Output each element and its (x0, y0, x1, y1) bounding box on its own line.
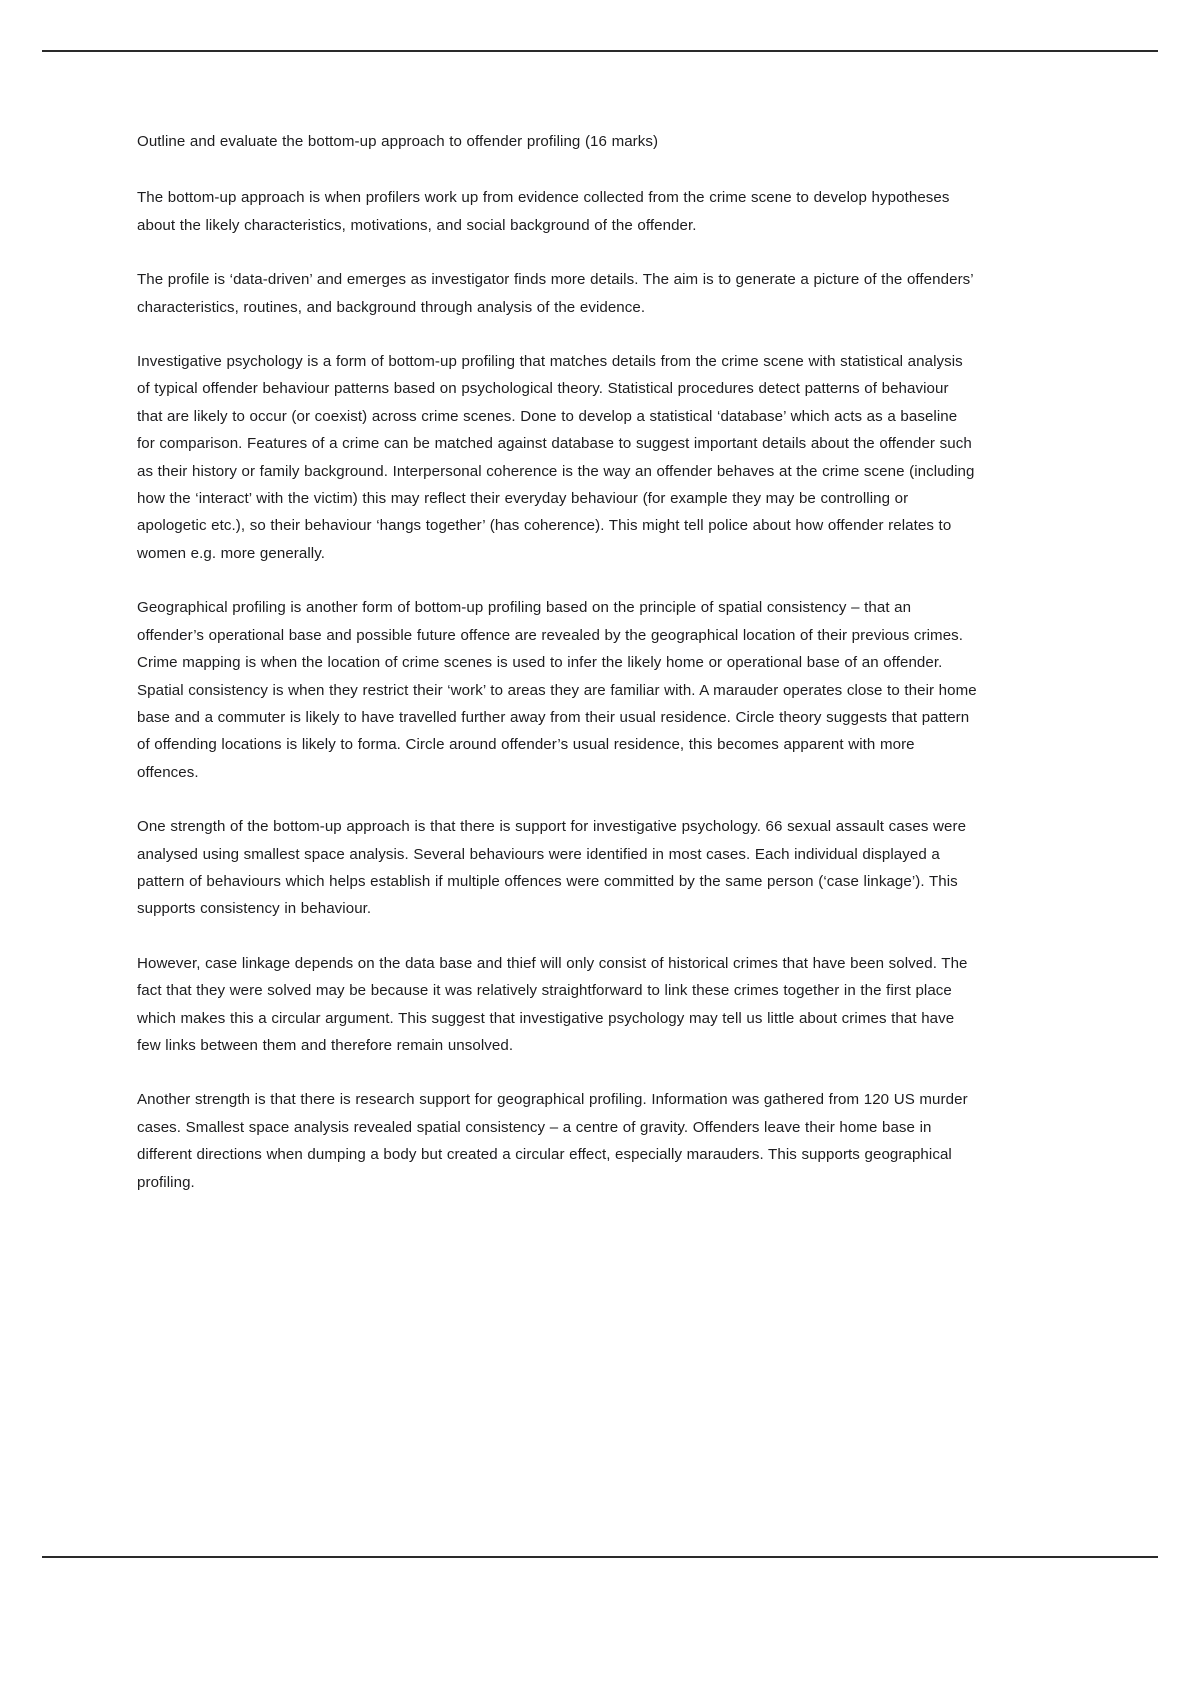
paragraph-strength-geographical-profiling: Another strength is that there is research support for geographical profiling. Information was gathered from 120 US murder cases. Smallest space analysis revealed spatial consistency – a centre of gravity. Offenders leave their home base in different directions when dumping a body but created a circular effect, especially marauders. This supports geographical profiling. (137, 1091, 968, 1191)
paragraph-bottom-up-definition: The bottom-up approach is when profilers work up from evidence collected from the crime scene to develop hypotheses about the likely characteristics, motivations, and social background of the offender. (137, 189, 950, 234)
paragraph-geographical-profiling: Geographical profiling is another form of bottom-up profiling based on the principle of spatial consistency – that an offender’s operational base and possible future offence are revealed by the geographical location of their previous crimes. Crime mapping is when the location of crime scenes is used to infer the likely home or operational base of an offender. Spatial consistency is when they restrict their ‘work’ to areas they are familiar with. A marauder operates close to their home base and a commuter is likely to have travelled further away from their usual residence. Circle theory suggests that pattern of offending locations is likely to forma. Circle around offender’s usual residence, this becomes apparent with more offences. (137, 599, 977, 781)
footer-divider-rule (42, 1556, 1158, 1558)
document-body (137, 128, 977, 1196)
paragraph-limitation-case-linkage: However, case linkage depends on the data base and thief will only consist of historical crimes that have been solved. The fact that they were solved may be because it was relatively straightforward to link these crimes together in the first place which makes this a circular argument. This suggest that investigative psychology may tell us little about crimes that have few links between them and therefore remain unsolved. (137, 954, 968, 1054)
paragraph-strength-investigative-psychology: One strength of the bottom-up approach is that there is support for investigative psychology. 66 sexual assault cases were analysed using smallest space analysis. Several behaviours were identified in most cases. Each individual displayed a pattern of behaviours which helps establish if multiple offences were committed by the same person (‘case linkage’). This supports consistency in behaviour. (137, 818, 967, 918)
paragraph-data-driven-profile: The profile is ‘data-driven’ and emerges as investigator finds more details. The aim is to generate a picture of the offenders’ characteristics, routines, and background through analysis of the evidence. (137, 271, 974, 316)
paragraph-investigative-psychology: Investigative psychology is a form of bottom-up profiling that matches details from the crime scene with statistical analysis of typical offender behaviour patterns based on psychological theory. Statistical procedures detect patterns of behaviour that are likely to occur (or coexist) across crime scenes. Done to develop a statistical ‘database’ which acts as a baseline for comparison. Features of a crime can be matched against database to suggest important details about the offender such as their history or family background. Interpersonal coherence is the way an offender behaves at the crime scene (including how the ‘interact’ with the victim) this may reflect their everyday behaviour (for example they may be controlling or apologetic etc.), so their behaviour ‘hangs together’ (has coherence). This might tell police about how offender relates to women e.g. more generally. (137, 353, 975, 562)
header-divider-rule (42, 50, 1158, 52)
essay-question-title: Outline and evaluate the bottom-up approach to offender profiling (16 marks) (137, 133, 659, 150)
